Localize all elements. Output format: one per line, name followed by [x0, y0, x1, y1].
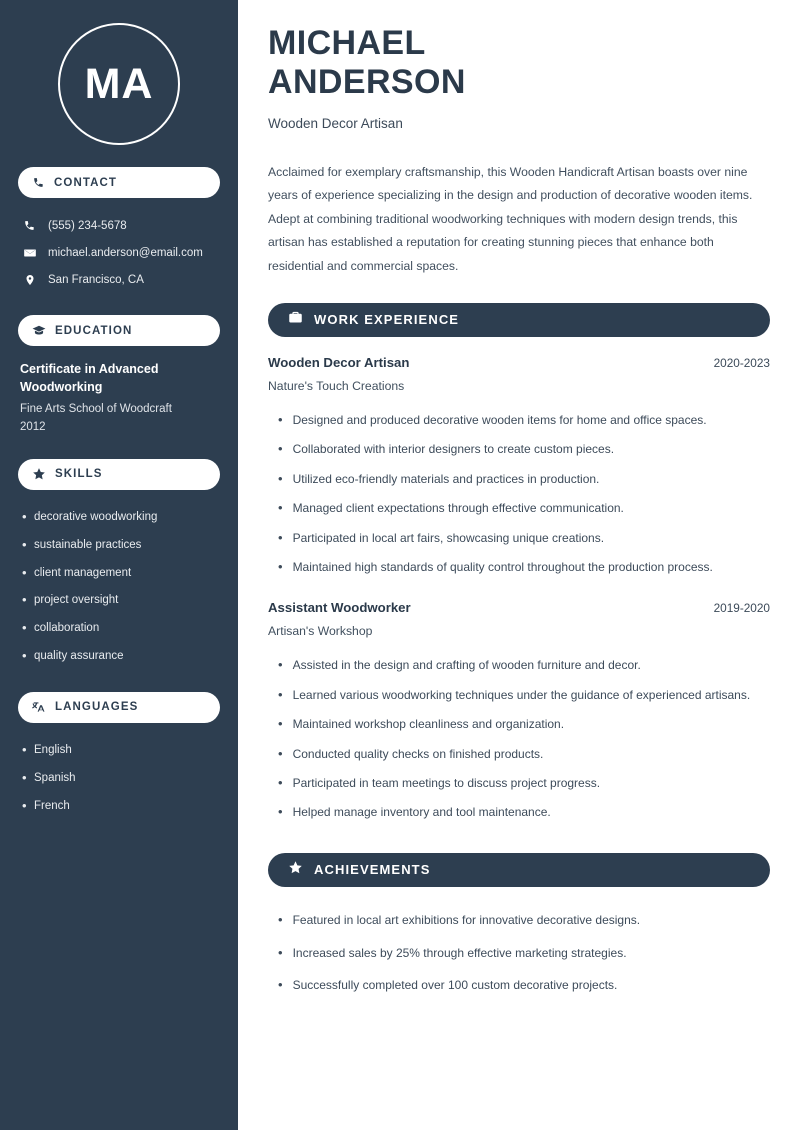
job-role: Wooden Decor Artisan	[268, 354, 410, 370]
list-item	[22, 587, 220, 615]
bullet-text: Maintained high standards of quality control throughout the production process.	[292, 559, 713, 574]
skills-list	[18, 504, 220, 670]
bullet-dot: •	[22, 797, 27, 813]
bullet-text: Designed and produced decorative wooden items for home and office spaces.	[292, 412, 707, 427]
sidebar-section-education	[18, 315, 220, 346]
bullet-dot: •	[22, 509, 27, 525]
list-item	[22, 504, 220, 532]
bullet-dot: •	[22, 592, 27, 608]
sidebar-section-skills	[18, 459, 220, 490]
job-bullets	[268, 651, 770, 827]
contact-location	[18, 266, 220, 293]
avatar: MA	[58, 23, 180, 145]
list-item	[268, 406, 770, 435]
last-name: ANDERSON	[268, 63, 466, 102]
bullet-dot: •	[22, 537, 27, 553]
job-company: Nature's Touch Creations	[268, 378, 405, 393]
bullet-text: Collaborated with interior designers to create custom pieces.	[292, 442, 615, 457]
sidebar	[0, 0, 238, 1130]
bullet-dot: •	[278, 500, 283, 516]
bullet-text: Participated in local art fairs, showcasing unique creations.	[292, 530, 605, 545]
bullet-dot: •	[278, 745, 283, 761]
avatar-container	[18, 23, 220, 145]
job-bullets	[268, 406, 770, 582]
job-header	[268, 600, 770, 615]
bullet-dot: •	[22, 770, 27, 786]
list-item	[268, 769, 770, 798]
list-item	[268, 937, 770, 969]
bullet-dot: •	[278, 441, 283, 457]
bullet-text: Learned various woodworking techniques under the guidance of experienced artisans.	[292, 687, 751, 702]
contact-phone	[18, 212, 220, 239]
bullet-dot: •	[278, 657, 283, 673]
bullet-dot: •	[278, 716, 283, 732]
contact-phone-value: (555) 234-5678	[48, 219, 127, 232]
skill-label: client management	[34, 566, 132, 579]
list-item	[268, 524, 770, 553]
job-dates: 2019-2020	[713, 601, 770, 616]
list-item	[268, 553, 770, 582]
section-header-achievements-label: ACHIEVEMENTS	[314, 862, 431, 878]
contact-email-value: michael.anderson@email.com	[48, 246, 203, 259]
skill-label: project oversight	[34, 594, 119, 607]
bullet-text: Successfully completed over 100 custom decorative projects.	[292, 977, 618, 992]
envelope-icon	[22, 246, 37, 260]
bullet-dot: •	[278, 686, 283, 702]
map-pin-icon	[22, 273, 37, 287]
language-label: Spanish	[34, 772, 76, 785]
bullet-dot: •	[22, 742, 27, 758]
page-title	[268, 24, 770, 103]
skill-label: decorative woodworking	[34, 511, 158, 524]
sidebar-section-contact-label: CONTACT	[54, 176, 118, 189]
graduation-cap-icon	[32, 324, 46, 338]
job-entry-1	[268, 355, 770, 582]
education-year: 2012	[20, 421, 46, 434]
sidebar-section-skills-label: SKILLS	[55, 468, 103, 481]
star-icon	[32, 467, 46, 481]
list-item	[22, 642, 220, 670]
headline-job-title: Wooden Decor Artisan	[268, 115, 403, 131]
list-item	[22, 532, 220, 560]
star-icon	[288, 860, 303, 880]
sidebar-section-languages	[18, 692, 220, 723]
contact-email	[18, 239, 220, 266]
professional-summary: Acclaimed for exemplary craftsmanship, this Wooden Handicraft Artisan boasts over nine years of experience specializing in the design and production of decorative wooden items. Adept at combining traditional woodworking techniques with modern design trends, this artisan has established a reputation for creating stunning pieces that enhance both residential and commercial spaces.	[268, 164, 753, 273]
contact-location-value: San Francisco, CA	[48, 273, 144, 286]
bullet-dot: •	[278, 912, 283, 928]
section-header-achievements	[268, 853, 770, 887]
bullet-dot: •	[278, 470, 283, 486]
list-item	[22, 737, 220, 765]
list-item	[268, 651, 770, 680]
sidebar-section-languages-label: LANGUAGES	[55, 701, 139, 714]
bullet-text: Increased sales by 25% through effective marketing strategies.	[292, 945, 627, 960]
bullet-dot: •	[278, 804, 283, 820]
phone-icon	[32, 176, 45, 189]
bullet-text: Managed client expectations through effective communication.	[292, 501, 624, 516]
first-name: MICHAEL	[268, 24, 426, 62]
achievements-list	[268, 905, 770, 1002]
list-item	[268, 435, 770, 464]
job-dates: 2020-2023	[713, 355, 770, 370]
sidebar-section-contact	[18, 167, 220, 198]
list-item	[22, 559, 220, 587]
job-role: Assistant Woodworker	[268, 600, 411, 616]
section-header-work-experience-label: WORK EXPERIENCE	[314, 312, 460, 328]
language-label: French	[34, 799, 70, 812]
education-entry	[18, 360, 220, 437]
list-item	[268, 740, 770, 769]
skill-label: collaboration	[34, 622, 100, 635]
main-content	[238, 0, 800, 1130]
education-degree: Certificate in Advanced Woodworking	[20, 362, 159, 395]
list-item	[22, 792, 220, 820]
education-school: Fine Arts School of Woodcraft	[20, 403, 172, 416]
bullet-text: Featured in local art exhibitions for innovative decorative designs.	[292, 913, 641, 928]
skill-label: quality assurance	[34, 649, 124, 662]
job-entry-2	[268, 600, 770, 827]
list-item	[22, 765, 220, 793]
sidebar-section-education-label: EDUCATION	[55, 324, 133, 337]
bullet-dot: •	[278, 944, 283, 960]
contact-list	[18, 212, 220, 293]
bullet-dot: •	[22, 647, 27, 663]
bullet-text: Assisted in the design and crafting of wooden furniture and decor.	[292, 658, 641, 673]
bullet-dot: •	[278, 774, 283, 790]
list-item	[268, 494, 770, 523]
bullet-dot: •	[22, 564, 27, 580]
bullet-dot: •	[22, 620, 27, 636]
list-item	[22, 615, 220, 643]
section-header-work-experience	[268, 303, 770, 337]
translate-icon	[32, 700, 46, 714]
job-company: Artisan's Workshop	[268, 624, 373, 639]
list-item	[268, 905, 770, 937]
list-item	[268, 681, 770, 710]
skill-label: sustainable practices	[34, 539, 142, 552]
list-item	[268, 969, 770, 1001]
bullet-text: Utilized eco-friendly materials and practices in production.	[292, 471, 600, 486]
bullet-dot: •	[278, 558, 283, 574]
bullet-text: Participated in team meetings to discuss project progress.	[292, 775, 601, 790]
languages-list	[18, 737, 220, 820]
list-item	[268, 798, 770, 827]
list-item	[268, 465, 770, 494]
bullet-text: Helped manage inventory and tool maintenance.	[292, 805, 551, 820]
bullet-dot: •	[278, 976, 283, 992]
bullet-dot: •	[278, 411, 283, 427]
list-item	[268, 710, 770, 739]
bullet-dot: •	[278, 529, 283, 545]
bullet-text: Maintained workshop cleanliness and organization.	[292, 717, 565, 732]
phone-icon	[22, 219, 37, 232]
briefcase-icon	[288, 310, 303, 330]
bullet-text: Conducted quality checks on finished products.	[292, 746, 544, 761]
job-header	[268, 355, 770, 370]
language-label: English	[34, 744, 72, 757]
